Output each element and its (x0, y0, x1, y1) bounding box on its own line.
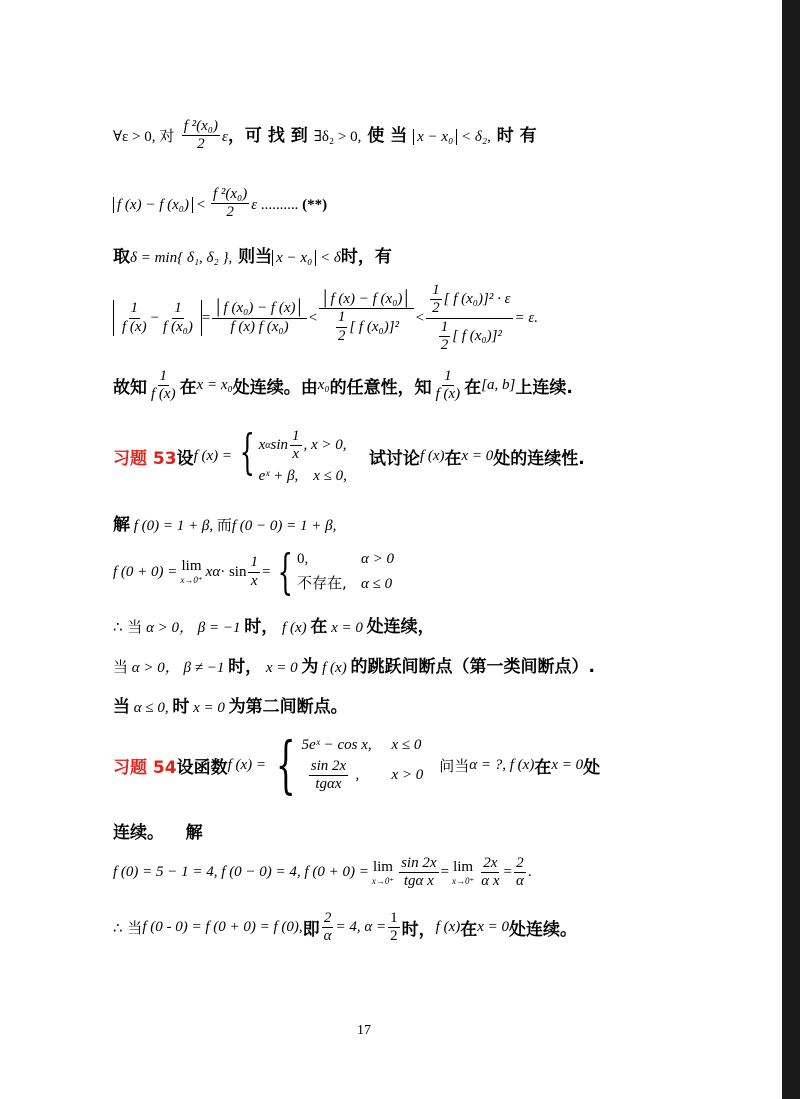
right-edge-bar (782, 0, 800, 1099)
fx: f (x) (278, 620, 311, 636)
lim-sub: x→0⁺ (180, 575, 203, 585)
text-guzhi: 故知 (113, 378, 147, 399)
piecewise (266, 728, 424, 801)
fraction (211, 186, 249, 222)
lt: < (415, 309, 425, 326)
frac-num: f ²(x₀) (182, 118, 220, 136)
eq: = (503, 864, 512, 881)
case1-base: x (258, 437, 266, 454)
period: . (527, 864, 532, 881)
sol54-line-1 (113, 855, 532, 891)
fx-eq: f (x) = (193, 447, 233, 464)
text-shi-dang: 使 当 (361, 125, 414, 146)
limit (452, 859, 474, 887)
text-chu-lianxu: 处连续， (366, 617, 435, 637)
line-5 (113, 368, 573, 404)
values: f (0) = 5 − 1 = 4, f (0 − 0) = 4, f (0 + 0) = (113, 864, 369, 881)
fraction (388, 910, 400, 946)
frac-den: 2 (432, 300, 440, 317)
sol53-line-4 (113, 652, 595, 677)
half (439, 319, 451, 355)
sin-text: · sin (220, 563, 247, 580)
text-ze-dang: 则当 (232, 247, 273, 267)
frac-den: f (x) (151, 386, 176, 403)
alpha-exp: α (212, 563, 221, 580)
abs-difference (113, 300, 202, 336)
piecewise (270, 544, 394, 600)
fx: f (x) (419, 447, 445, 464)
text-shi-you: 时，有 (340, 247, 392, 267)
exercise-54 (113, 728, 601, 801)
eq-eps: = ε. (514, 309, 539, 326)
frac-num: 1 (158, 368, 170, 386)
frac-den: f (x) f (x₀) (230, 318, 289, 335)
case1-val: 0, (296, 551, 309, 567)
case1-cond: α > 0 (360, 551, 394, 567)
case-1 (297, 551, 394, 568)
cases (297, 548, 394, 596)
text-zai: 在 (464, 378, 482, 399)
limit (180, 558, 202, 586)
case2-cond: α ≤ 0 (360, 576, 393, 592)
text-shi: 时， (401, 920, 436, 941)
text-jie: 解 (185, 823, 203, 843)
cond: α > 0， β ≠ −1 (128, 660, 229, 676)
text-wei: 为 (301, 657, 319, 677)
line-4 (113, 282, 538, 354)
eq: = (261, 563, 271, 580)
alpha-q: α = ?, f (x) (469, 756, 535, 773)
left-brace: { (278, 544, 294, 600)
frac-den: α (323, 928, 332, 945)
exercise-54-cont (113, 818, 203, 843)
abs-expr: x − x₀ (413, 129, 457, 145)
lt-delta: < δ (316, 250, 341, 266)
lim-text: lim (453, 858, 474, 875)
cases (301, 734, 423, 796)
frac-num: 1 (442, 368, 454, 386)
text-jie: 解 (113, 515, 130, 535)
forall-expr: ∀ε > 0, (113, 128, 160, 145)
piecewise (232, 424, 347, 485)
x-eq-x0: x = x₀ (196, 377, 233, 394)
x-eq-0: x = 0 (327, 620, 367, 636)
sol53-line-2 (113, 544, 394, 600)
exists-expr: ∃δ₂ > 0, (313, 128, 362, 145)
limit (372, 859, 394, 887)
frac-den: 2 (440, 336, 449, 353)
text-shi-you: 时 有 (490, 125, 537, 146)
frac-num: 2 (514, 855, 526, 873)
text-renyi: 的任意性，知 (329, 378, 432, 399)
text-lianxu: 连续。 (113, 823, 164, 843)
left-brace: { (275, 728, 296, 801)
case2-val: 不存在, (296, 574, 347, 592)
case2-expr: eˣ + β, (258, 467, 299, 484)
text-dier: 为第二间断点。 (228, 697, 348, 717)
line-3 (113, 242, 392, 267)
frac-num: 1 (172, 300, 184, 318)
frac-den: f (x) (435, 386, 461, 403)
half (336, 309, 348, 345)
text-she: 设 (176, 448, 194, 469)
fraction (120, 300, 149, 336)
frac-num: 2x (481, 855, 499, 873)
frac-num: 1 (439, 319, 451, 337)
frac-den: tgαx (315, 776, 342, 792)
squared-eps-term: [ f (x₀)]² · ε (443, 291, 511, 308)
text-ke-zhao-dao: ，可 找 到 (227, 125, 314, 146)
frac-num: 1 (248, 554, 260, 572)
case-2 (297, 572, 394, 593)
minus: − (150, 309, 160, 326)
x-eq-0: x = 0 (477, 919, 510, 936)
fraction (479, 855, 501, 891)
frac-den: f (x₀) (163, 318, 193, 335)
text-dang: 当 (113, 658, 129, 676)
case-1 (259, 428, 347, 464)
exercise-label: 习题 53 (113, 448, 177, 469)
frac-num: sin 2x (399, 855, 438, 873)
x-eq-0: x = 0 (461, 447, 494, 464)
left-brace: { (239, 424, 255, 480)
therefore-dang: ∴ 当 (113, 919, 143, 938)
frac-num: 1 (129, 300, 141, 318)
fraction (399, 855, 438, 891)
fraction (182, 118, 220, 154)
text-dang: 当 (113, 697, 130, 717)
frac-den: α (515, 873, 524, 890)
text-zai: 在 (444, 448, 462, 469)
squared-term: [ f (x₀)]² (349, 318, 400, 335)
exercise-label: 习题 54 (113, 757, 177, 778)
x-base: x (205, 563, 213, 580)
fraction (514, 855, 526, 891)
text-zai: 在 (179, 378, 197, 399)
text-zai: 在 (460, 920, 478, 941)
fraction (434, 368, 463, 404)
frac-den (332, 309, 401, 345)
text-er: 而 (216, 516, 232, 534)
x-eq-0: x = 0 (262, 660, 302, 676)
frac-den: 2 (337, 327, 346, 344)
frac-den: x (292, 446, 300, 463)
frac-den: 2 (197, 136, 205, 153)
f0plus: f (0 + 0) = (113, 563, 178, 580)
text-chu-lianxu: 处连续。 (509, 920, 578, 941)
squared-term: [ f (x₀)]² (452, 327, 502, 344)
fx-eq: f (x) = (227, 756, 267, 773)
text-tiaoyue: 的跳跃间断点（第一类间断点）. (350, 657, 595, 677)
eq: = (201, 309, 211, 326)
frac-num: f ²(x₀) (211, 186, 249, 204)
cond: f (0 - 0) = f (0 + 0) = f (0), (142, 919, 303, 936)
case2-cond: x ≤ 0, (313, 467, 347, 484)
sol53-line-1 (113, 510, 336, 535)
delta-def: δ = min{ δ₁, δ₂ }, (130, 250, 233, 266)
frac-den (435, 319, 504, 355)
frac-den: α x (481, 873, 500, 890)
lt-delta: < δ₂, (457, 128, 491, 145)
frac-num: 1 (290, 428, 302, 446)
sol53-line-3 (113, 612, 435, 637)
frac-den: 2 (226, 204, 234, 221)
cases (259, 428, 347, 485)
fraction (290, 428, 302, 464)
abs-expr: x − x₀ (272, 250, 316, 266)
x-eq-0: x = 0 (551, 756, 584, 773)
text-wendang: 问当 (439, 756, 470, 775)
fx: f (x) (318, 660, 351, 676)
alpha-value: = 4, α = (335, 919, 387, 936)
x-eq-0: x = 0 (189, 700, 229, 716)
text-taolun: 试讨论 (368, 448, 420, 469)
text-shi: 时， (228, 657, 263, 677)
frac-den: x (250, 572, 258, 589)
text-ji: 即 (302, 920, 320, 941)
text-qu: 取 (113, 247, 130, 267)
text-shang-lianxu: 上连续. (515, 378, 573, 399)
sol54-line-2 (113, 910, 577, 946)
text-chu: 处 (583, 757, 601, 778)
line-2 (113, 186, 327, 222)
dots: .......... (257, 196, 299, 213)
half (430, 282, 442, 318)
text-shi: 时 (172, 697, 190, 717)
fx: f (x) (435, 919, 461, 936)
frac-den: f (x) (122, 318, 147, 335)
interval: [a, b] (481, 377, 516, 394)
fraction (303, 758, 353, 794)
fraction (161, 300, 195, 336)
frac-num: │f (x₀) − f (x)│ (212, 300, 306, 318)
equation-tag: (**) (298, 196, 328, 213)
lt: < (192, 196, 209, 213)
lim-sub: x→0⁺ (451, 875, 475, 886)
lim-text: lim (181, 558, 202, 574)
fraction (212, 300, 306, 336)
text-lianxuxing: 处的连续性. (493, 448, 585, 469)
frac-den: tgα x (403, 873, 434, 890)
case-1 (301, 737, 423, 754)
eq: = (440, 864, 449, 881)
text-zai: 在 (534, 757, 552, 778)
case-2 (301, 758, 423, 794)
case-2 (259, 468, 347, 485)
text-she-hanshu: 设函数 (176, 757, 228, 778)
fraction (319, 291, 413, 345)
case1-expr: 5eˣ − cos x, (301, 736, 372, 753)
f0minus-expr: f (0 − 0) = 1 + β, (231, 518, 337, 534)
text-shi: 时， (244, 617, 279, 637)
cond: α > 0， β = −1 (142, 620, 245, 636)
lim-sub: x→0⁺ (371, 875, 395, 886)
lim-text: lim (372, 858, 393, 875)
case1-sin: sin (270, 437, 288, 454)
frac-den: 2 (390, 928, 398, 945)
text-chu-lianxu: 处连续。由 (232, 378, 318, 399)
sol53-line-5 (113, 692, 348, 717)
exercise-53 (113, 424, 585, 485)
page-number: 17 (357, 1023, 371, 1038)
case2-cond: x > 0 (391, 767, 424, 783)
fraction (322, 910, 334, 946)
epsilon: ε (222, 128, 228, 145)
fraction (248, 554, 260, 590)
frac-num: │f (x) − f (x₀)│ (319, 291, 413, 309)
frac-num: 1 (388, 910, 400, 928)
f0-expr: f (0) = 1 + β, (130, 518, 217, 534)
epsilon: ε (251, 196, 258, 213)
text-dui: 对 (159, 126, 175, 145)
x0: x₀ (317, 377, 330, 394)
case1-cond: x ≤ 0 (391, 736, 422, 753)
therefore-dang: ∴ 当 (113, 618, 143, 636)
frac-num: 1 (336, 309, 348, 327)
fraction (149, 368, 178, 404)
fraction (426, 282, 512, 354)
comma: , (355, 767, 360, 783)
line-1 (113, 118, 537, 154)
frac-num: 1 (430, 282, 442, 300)
frac-num: sin 2x (309, 758, 348, 776)
frac-num: 2 (322, 910, 334, 928)
frac-num (426, 282, 512, 319)
abs-expr: f (x) − f (x₀) (113, 197, 193, 213)
text-zai: 在 (310, 617, 328, 637)
lt: < (308, 309, 318, 326)
case1-exp: α (265, 440, 271, 452)
case1-cond: , x > 0, (303, 437, 347, 454)
cond: α ≤ 0, (130, 700, 173, 716)
